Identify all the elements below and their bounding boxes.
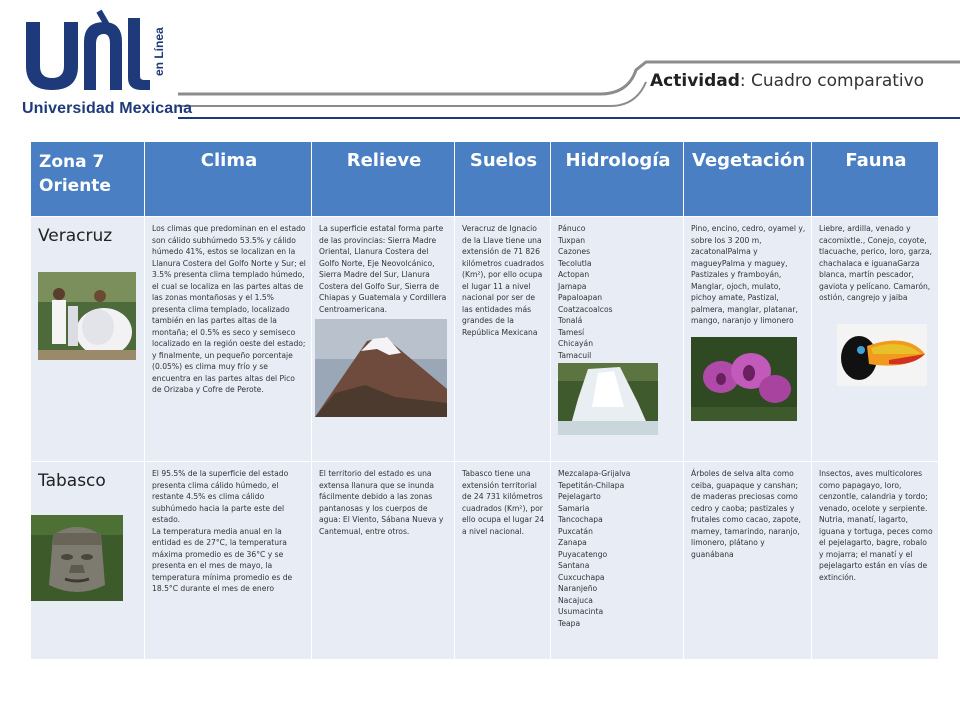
- header-hidrologia: Hidrología: [551, 142, 684, 217]
- state-cell-tabasco: [31, 462, 145, 660]
- state-name: Tabasco: [38, 471, 106, 491]
- header-relieve: Relieve: [312, 142, 455, 217]
- clima-cell: Los climas que predominan en el estado son cálido subhúmedo 53.5% y cálido húmedo 41%, estos se localizan en la Llanura Costera del Golfo Norte y Sur; el 3.5% presenta clima templado húmedo, el cual se localiza en las partes altas de las zonas montañosas y el 1.5% presenta clima templado, localizado también en las partes altas de la montaña; el 0.5% es seco y semiseco localizado en la región oeste del estado; y finalmente, un pequeño porcentaje (0.05%) es clima muy frío y se encuentra en las partes altas del Pico de Orizaba y Cofre de Perote.: [145, 217, 312, 462]
- river-item: Puyacatengo: [558, 549, 608, 559]
- toucan-image: [837, 324, 933, 386]
- activity-title: [650, 71, 924, 91]
- river-item: Tuxpan: [558, 235, 586, 245]
- header-zona: Zona 7 Oriente: [31, 142, 145, 217]
- river-item: Chicayán: [558, 339, 594, 348]
- river-item: Santana: [558, 561, 590, 570]
- header-suelos: Suelos: [455, 142, 551, 217]
- river-item: Tamesí: [558, 327, 585, 337]
- river-item: Pánuco: [558, 224, 586, 233]
- river-item: Jamapa: [558, 281, 587, 291]
- river-item: Naranjeño: [558, 584, 598, 593]
- river-item: Samaria: [558, 503, 590, 513]
- header-vegetacion: Vegetación: [684, 142, 812, 217]
- river-item: Coatzacoalcos: [558, 304, 613, 314]
- fauna-cell: Insectos, aves multicolores como papagayo, loro, cenzontle, calandria y tordo; venado, ocelote y serpiente. Nutria, manatí, lagarto, iguana y tortuga, peces como el pejelagarto, bagre, robalo y mojarra; el manatí y el pejelagarto están en vías de extinción.: [812, 462, 939, 660]
- olmec-head-image: [31, 515, 139, 601]
- activity-label: Actividad: [650, 71, 740, 91]
- veracruz-dancers-image: [38, 272, 139, 360]
- volcano-image: [315, 319, 449, 417]
- river-item: Puxcatán: [558, 526, 593, 536]
- table-row: [31, 462, 939, 660]
- river-item: Tepetitán-Chilapa: [558, 480, 625, 490]
- activity-text: : Cuadro comparativo: [739, 71, 925, 91]
- river-item: Actopan: [558, 270, 590, 279]
- suelos-cell: Veracruz de Ignacio de la Llave tiene una extensión de 71 826 kilómetros cuadrados (Km²), por ello ocupa el lugar 11 a nivel nacional por ser de las entidades más grandes de la República Mexicana: [455, 217, 551, 462]
- table-row: [31, 217, 939, 462]
- hidrologia-cell: [551, 462, 684, 660]
- suelos-cell: Tabasco tiene una extensión territorial de 24 731 kilómetros cuadrados (Km²), por ello ocupa el lugar 24 a nivel nacional.: [455, 462, 551, 660]
- river-item: Tecolutla: [558, 258, 592, 268]
- header-fauna: Fauna: [812, 142, 939, 217]
- clima-cell: [145, 462, 312, 660]
- header-clima: Clima: [145, 142, 312, 217]
- hidrologia-list: [558, 223, 678, 361]
- river-item: Zanapa: [558, 538, 587, 547]
- vegetacion-cell: [684, 217, 812, 462]
- river-item: Cuxcuchapa: [558, 572, 605, 582]
- table-header-row: [31, 142, 939, 217]
- logo-sub-text: en Línea: [152, 27, 166, 76]
- vegetacion-cell: Árboles de selva alta como ceiba, guapaque y canshan; de maderas preciosas como cedro y caoba; pastizales y frutales como cacao, zapote, mamey, tamarindo, naranjo, limonero, plátano y guanábana: [684, 462, 812, 660]
- river-item: Tancochapa: [558, 515, 603, 524]
- river-item: Papaloapan: [558, 293, 603, 302]
- relieve-text: La superficie estatal forma parte de las provincias: Sierra Madre Oriental, Llanura Costera del Golfo Norte, Eje Neovolcánico, Sierra Madre del Sur, Llanura Costera del Golfo Sur, Sierra de Chiapas y Guatemala y Cordillera Centroamericana.: [319, 224, 447, 314]
- vegetacion-text: Pino, encino, cedro, oyamel y, sobre los 3 200 m, zacatonalPalma y magueyPalma y maguey, Pastizales y framboyán, Manglar, ojoch, mulato, pichoy amate, Pastizal, palmera, manglar, platanar, mango, naranjo y limonero: [691, 224, 806, 325]
- relieve-cell: El territorio del estado es una extensa llanura que se inunda fácilmente debido a las zonas pantanosas y los cuerpos de agua: El Viento, Sábana Nueva y Cantemual, entre otros.: [312, 462, 455, 660]
- hidrologia-list: [558, 468, 678, 629]
- river-item: Teapa: [558, 618, 581, 628]
- fauna-text: Liebre, ardilla, venado y cacomixtle., Conejo, coyote, tlacuache, perico, loro, garza, chachalaca e iguanaGarza blanca, martín pescador, gaviota y pelícano. Camarón, ostión, cangrejo y jaiba: [819, 224, 933, 302]
- river-item: Mezcalapa-Grijalva: [558, 469, 631, 478]
- hidrologia-cell: [551, 217, 684, 462]
- clima-paragraph: La temperatura media anual en la entidad es de 27°C, la temperatura máxima promedio es de 36°C y se presenta en el mes de mayo, la temperatura mínima promedio es de 18.5°C durante el mes de enero: [152, 526, 293, 593]
- river-item: Cazones: [558, 247, 591, 256]
- state-name: Veracruz: [38, 226, 113, 246]
- orchid-image: [691, 337, 806, 421]
- river-item: Tamacuil: [558, 350, 592, 360]
- logo-text: Universidad Mexicana: [22, 100, 193, 117]
- river-item: Pejelagarto: [558, 492, 601, 501]
- fauna-cell: [812, 217, 939, 462]
- state-cell-veracruz: [31, 217, 145, 462]
- clima-paragraph: El 95.5% de la superficie del estado presenta clima cálido húmedo, el restante 4.5% es clima cálido subhúmedo hacia la parte este del estado.: [152, 469, 289, 524]
- relieve-cell: [312, 217, 455, 462]
- river-item: Nacajuca: [558, 595, 593, 605]
- river-item: Tonalá: [558, 316, 583, 325]
- river-item: Usumacinta: [558, 607, 604, 616]
- comparative-table: [30, 141, 939, 660]
- waterfall-image: [558, 363, 678, 435]
